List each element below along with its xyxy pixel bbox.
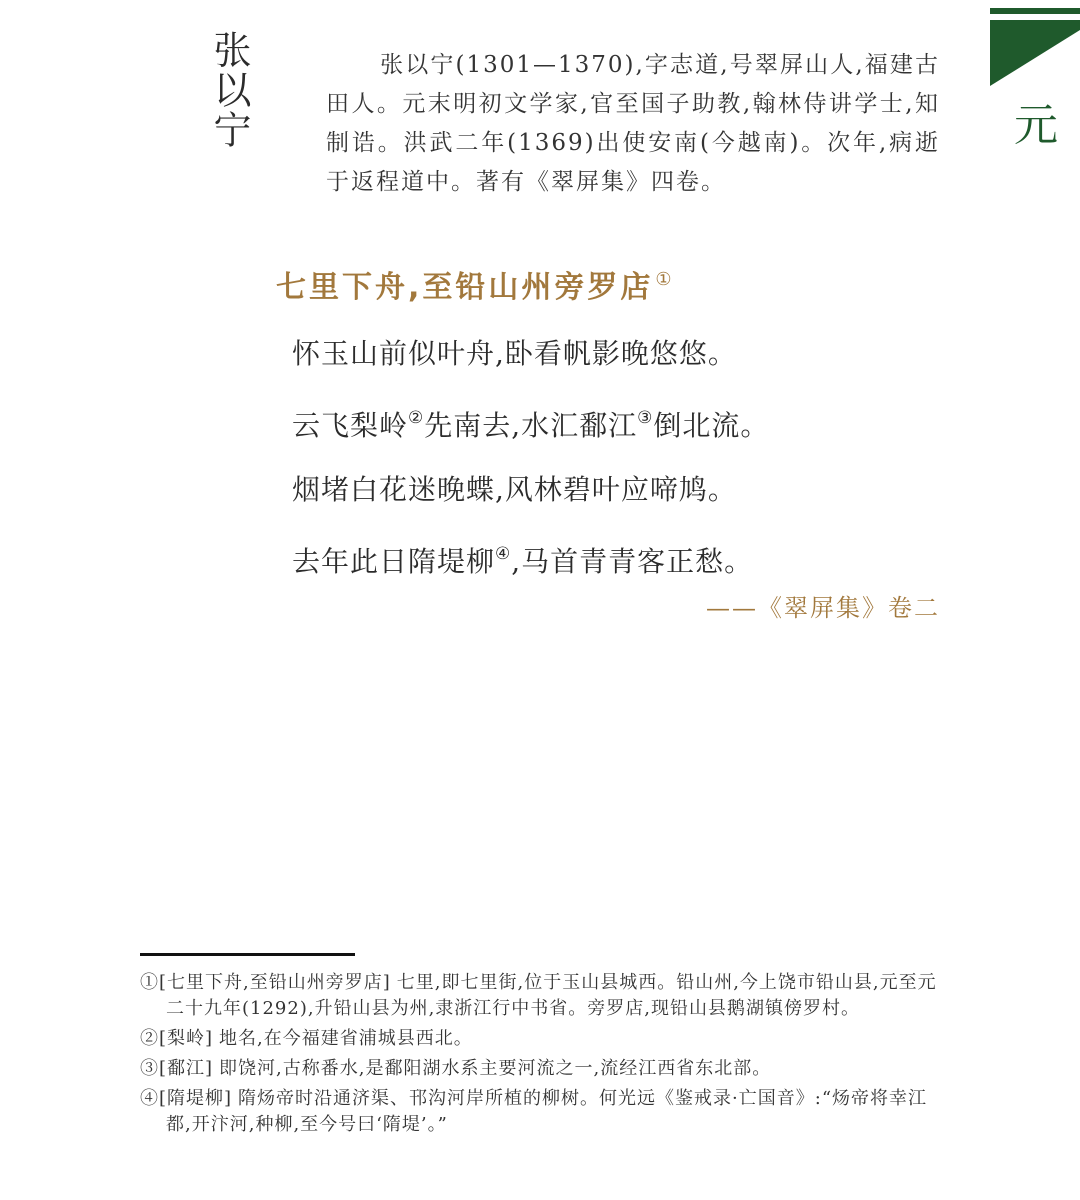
poem-source: ——《翠屏集》卷二	[706, 594, 940, 622]
footnote-mark: ①	[140, 972, 159, 993]
dynasty-corner-mark	[990, 0, 1080, 160]
footnote-term: [梨岭]	[159, 1028, 214, 1049]
poem-line	[292, 458, 769, 522]
footnote-ref: ③	[637, 408, 654, 428]
footnote-ref: ④	[495, 544, 512, 564]
poem-line-text: 云飞梨岭	[292, 409, 409, 442]
poem-title-note-mark: ①	[655, 269, 675, 290]
poem-line-text: 烟堵白花迷晚蝶,风林碧叶应啼鸠。	[292, 473, 737, 506]
poem-title	[276, 262, 675, 306]
footnote-item	[140, 1086, 940, 1138]
footnote-text: 地名,在今福建省浦城县西北。	[219, 1028, 473, 1049]
footnote-divider	[140, 953, 355, 956]
poem-line	[292, 322, 769, 386]
poem-line-text: 去年此日隋堤柳	[292, 545, 496, 578]
poem-line	[292, 522, 769, 594]
poem-line-text: 怀玉山前似叶舟,卧看帆影晚悠悠。	[292, 337, 737, 370]
poem-title-text: 七里下舟,至铅山州旁罗店	[276, 270, 654, 305]
footnotes	[140, 970, 940, 1142]
poem-line-text: 倒北流。	[653, 409, 770, 442]
footnote-item	[140, 1056, 940, 1082]
footnote-mark: ③	[140, 1058, 159, 1079]
footnote-mark: ④	[140, 1088, 159, 1109]
footnote-term: [鄱江]	[159, 1058, 214, 1079]
footnote-term: [隋堤柳]	[159, 1088, 233, 1109]
poem-body	[292, 322, 769, 594]
author-bio	[326, 46, 940, 202]
author-bio-text: 张以宁(1301—1370),字志道,号翠屏山人,福建古田人。元末明初文学家,官至国子助教,翰林侍讲学士,知制诰。洪武二年(1369)出使安南(今越南)。次年,病逝于返程道中。著有《翠屏集》四卷。	[326, 52, 940, 195]
poem-line-text: 先南去,水汇鄱江	[424, 409, 638, 442]
poem-line-text: ,马首青青客正愁。	[511, 545, 754, 578]
footnote-text: 隋炀帝时沿通济渠、邗沟河岸所植的柳树。何光远《鉴戒录·亡国音》:“炀帝将幸江都,开汴河,种柳,至今号曰‘隋堤’。”	[166, 1088, 928, 1135]
footnote-item	[140, 970, 940, 1022]
footnote-text: 即饶河,古称番水,是鄱阳湖水系主要河流之一,流经江西省东北部。	[219, 1058, 772, 1079]
footnote-mark: ②	[140, 1028, 159, 1049]
poem-line	[292, 386, 769, 458]
footnote-item	[140, 1026, 940, 1052]
footnote-ref: ②	[408, 408, 425, 428]
dynasty-label: 元	[1014, 100, 1058, 151]
footnote-term: [七里下舟,至铅山州旁罗店]	[159, 972, 391, 993]
author-name: 张以宁	[207, 30, 251, 150]
footnote-text: 七里,即七里街,位于玉山县城西。铅山州,今上饶市铅山县,元至元二十九年(1292),升铅山县为州,隶浙江行中书省。旁罗店,现铅山县鹅湖镇傍罗村。	[166, 972, 937, 1019]
